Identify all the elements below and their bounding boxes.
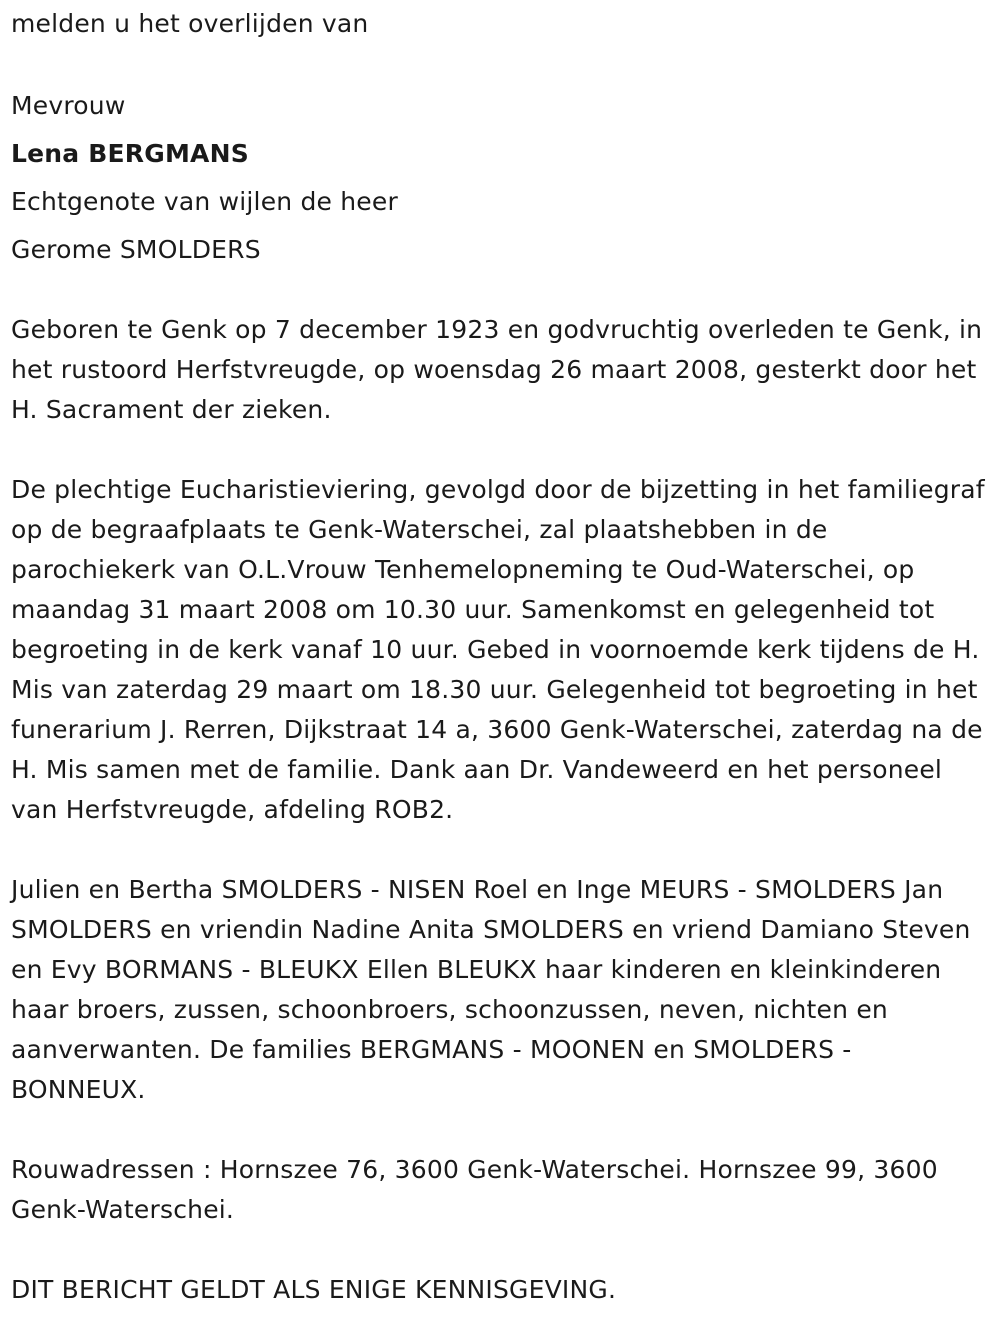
notice-paragraph: DIT BERICHT GELDT ALS ENIGE KENNISGEVING. [11, 1275, 617, 1304]
intro-text: melden u het overlijden van [11, 9, 369, 38]
ceremony-paragraph: De plechtige Eucharistieviering, gevolgd door de bijzetting in het familiegraf op de begraafplaats te Genk-Waterschei, zal plaatshebben in de parochiekerk van O.L.Vrouw Tenhemelopneming te Oud-Waterschei, op maandag 31 maart 2008 om 10.30 uur. Samenkomst en gelegenheid tot begroeting in de kerk vanaf 10 uur. Gebed in voornoemde kerk tijdens de H. Mis van zaterdag 29 maart om 18.30 uur. Gelegenheid tot begroeting in het funerarium J. Rerren, Dijkstraat 14 a, 3600 Genk-Waterschei, zaterdag na de H. Mis samen met de familie. Dank aan Dr. Vandeweerd en het personeel van Herfstvreugde, afdeling ROB2. [11, 475, 985, 824]
birth-death-paragraph: Geboren te Genk op 7 december 1923 en godvruchtig overleden te Genk, in het rustoord Herfstvreugde, op woensdag 26 maart 2008, gesterkt door het H. Sacrament der zieken. [11, 315, 983, 424]
spouse-name: Gerome SMOLDERS [11, 235, 261, 264]
spouse-line: Echtgenote van wijlen de heer [11, 187, 398, 216]
addresses-paragraph: Rouwadressen : Hornszee 76, 3600 Genk-Waterschei. Hornszee 99, 3600 Genk-Waterschei. [11, 1155, 938, 1224]
honorific-title: Mevrouw [11, 91, 126, 120]
family-paragraph: Julien en Bertha SMOLDERS - NISEN Roel en Inge MEURS - SMOLDERS Jan SMOLDERS en vriendin Nadine Anita SMOLDERS en vriend Damiano Steven en Evy BORMANS - BLEUKX Ellen BLEUKX haar kinderen en kleinkinderen haar broers, zussen, schoonbroers, schoonzussen, neven, nichten en aanverwanten. De families BERGMANS - MOONEN en SMOLDERS - BONNEUX. [11, 875, 971, 1104]
deceased-name: Lena BERGMANS [11, 139, 249, 168]
